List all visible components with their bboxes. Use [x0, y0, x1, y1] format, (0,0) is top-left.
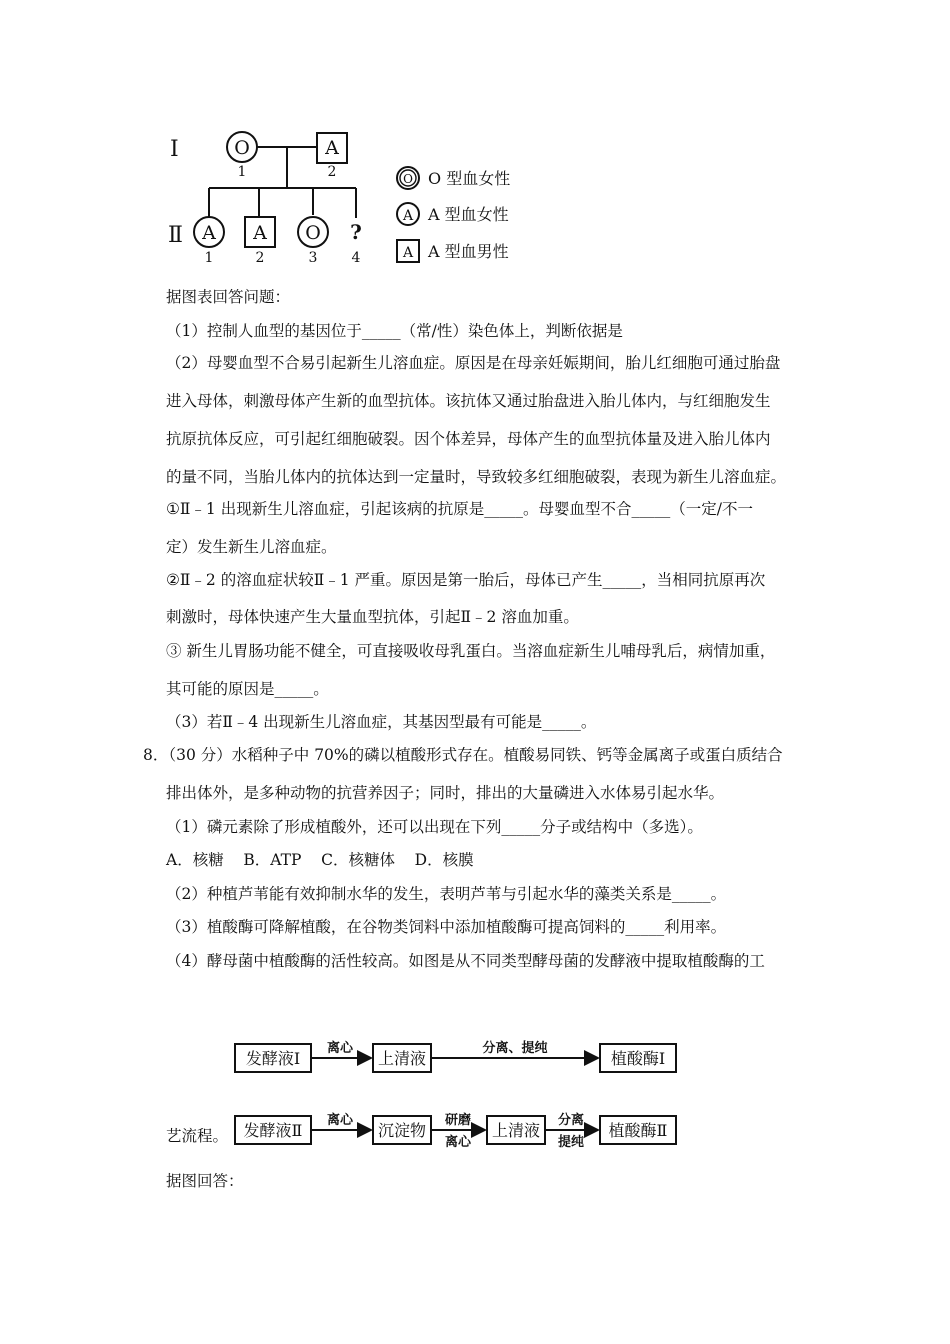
legend-o-female: O 型血女性 — [428, 169, 511, 188]
I2-number: 2 — [327, 164, 337, 180]
sub-question-2-line-1: ②Ⅱ﹣2 的溶血症状较Ⅱ﹣1 严重。原因是第一胎后，母体已产生_____，当相同抗原再次 — [166, 571, 766, 589]
row2-fermentation-II-label: 发酵液Ⅱ — [243, 1121, 303, 1140]
row1-fermentation-I-label: 发酵液Ⅰ — [245, 1049, 301, 1068]
problem-8-question-4: （4）酵母菌中植酸酶的活性较高。如图是从不同类型酵母菌的发酵液中提取植酸酶的工 — [166, 952, 765, 970]
process-flow-caption: 艺流程。 — [166, 1127, 229, 1145]
problem-8-question-1: （1）磷元素除了形成植酸外，还可以出现在下列_____分子或结构中（多选）。 — [166, 818, 703, 836]
prompt-answer-by-figure: 据图回答： — [166, 1172, 244, 1190]
problem-8-question-3: （3）植酸酶可降解植酸，在谷物类饲料中添加植酸酶可提高饲料的_____利用率。 — [166, 918, 727, 936]
problem-8-options: A．核糖 B．ATP C．核糖体 D．核膜 — [166, 851, 474, 869]
row2-grind-label: 研磨 — [444, 1113, 472, 1128]
question-2-line-2: 进入母体，刺激母体产生新的血型抗体。该抗体又通过胎盘进入胎儿体内，与红细胞发生 — [166, 392, 771, 410]
I2-blood-label: A — [325, 137, 339, 159]
row2-phytase-II-label: 植酸酶Ⅱ — [608, 1121, 668, 1140]
gen-II-label: Ⅱ — [168, 223, 183, 248]
legend-symbol-a-male: A — [402, 245, 414, 261]
row2-supernatant-label: 上清液 — [491, 1121, 541, 1140]
question-2-line-3: 抗原抗体反应，可引起红细胞破裂。因个体差异，母体产生的血型抗体量及进入胎儿体内 — [166, 430, 771, 448]
gen-I-label: Ⅰ — [170, 137, 179, 162]
II2-number: 2 — [255, 250, 265, 266]
row2-precipitate-label: 沉淀物 — [377, 1121, 427, 1140]
II3-blood-label: O — [305, 222, 321, 244]
sub-question-2-line-2: 刺激时，母体快速产生大量血型抗体，引起Ⅱ﹣2 溶血加重。 — [166, 608, 579, 626]
legend-a-male: A 型血男性 — [428, 242, 509, 261]
II3-number: 3 — [308, 250, 318, 266]
sub-question-3-line-1: ③ 新生儿胃肠功能不健全，可直接吸收母乳蛋白。当溶血症新生儿哺母乳后，病情加重， — [166, 642, 776, 660]
I1-blood-label: O — [234, 137, 250, 159]
question-2-line-4: 的量不同，当胎儿体内的抗体达到一定量时，导致较多红细胞破裂，表现为新生儿溶血症。 — [166, 468, 787, 486]
row2-separate-label: 分离 — [557, 1113, 585, 1128]
prompt-answer-by-chart: 据图表回答问题： — [166, 288, 291, 306]
sub-question-1-line-2: 定）发生新生儿溶血症。 — [166, 538, 337, 556]
II4-unknown-mark: ? — [350, 220, 362, 244]
row1-supernatant-label: 上清液 — [377, 1049, 427, 1068]
row2-centrifuge-label: 离心 — [326, 1113, 354, 1128]
question-1: （1）控制人血型的基因位于_____（常/性）染色体上，判断依据是 — [166, 322, 623, 340]
II1-blood-label: A — [202, 222, 216, 244]
I1-number: 1 — [237, 164, 247, 180]
question-2-line-1: （2）母婴血型不合易引起新生儿溶血症。原因是在母亲妊娠期间，胎儿红细胞可通过胎盘 — [166, 354, 781, 372]
pedigree-figure — [160, 120, 540, 270]
II4-number: 4 — [351, 250, 361, 266]
legend-a-female: A 型血女性 — [428, 205, 509, 224]
legend-symbol-o-female: O — [403, 172, 413, 186]
row1-phytase-I-label: 植酸酶Ⅰ — [610, 1049, 666, 1068]
row1-centrifuge-label: 离心 — [326, 1041, 354, 1056]
row1-separate-purify-label: 分离、提纯 — [482, 1041, 548, 1056]
II2-blood-label: A — [253, 222, 267, 244]
legend-symbol-a-female: A — [402, 208, 414, 224]
sub-question-1-line-1: ①Ⅱ﹣1 出现新生儿溶血症，引起该病的抗原是_____。母婴血型不合_____（一定/不一 — [166, 500, 753, 518]
sub-question-3-line-2: 其可能的原因是_____。 — [166, 680, 329, 698]
problem-8-question-2: （2）种植芦苇能有效抑制水华的发生，表明芦苇与引起水华的藻类关系是_____。 — [166, 885, 727, 903]
II1-number: 1 — [204, 250, 214, 266]
question-3: （3）若Ⅱ﹣4 出现新生儿溶血症，其基因型最有可能是_____。 — [166, 713, 597, 731]
row2-centrifuge-2-label: 离心 — [444, 1135, 472, 1150]
process-flow-diagram — [230, 1030, 690, 1155]
problem-8-line-2: 排出体外，是多种动物的抗营养因子；同时，排出的大量磷进入水体易引起水华。 — [166, 784, 725, 802]
problem-8-line-1: 8．（30 分）水稻种子中 70%的磷以植酸形式存在。植酸易同铁、钙等金属离子或蛋白质结合 — [143, 746, 783, 764]
row2-purify-label: 提纯 — [557, 1135, 585, 1150]
